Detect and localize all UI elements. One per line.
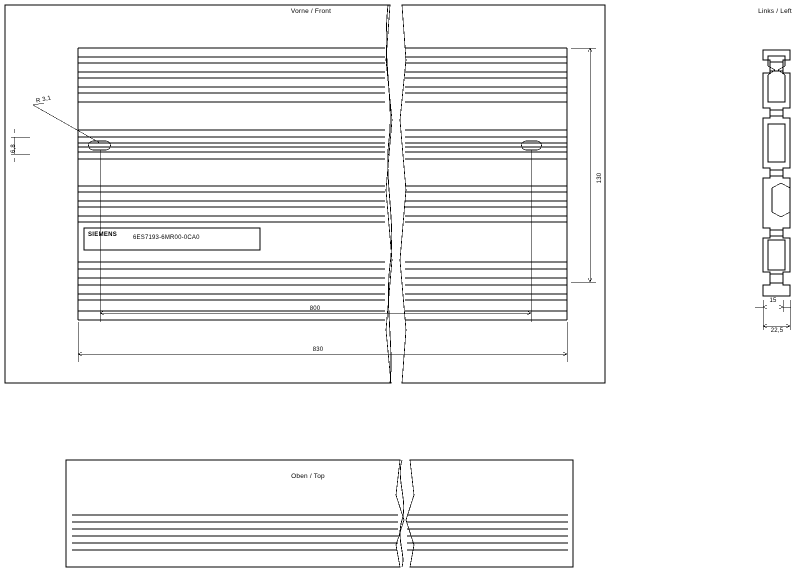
siemens-brand-label: SIEMENS bbox=[88, 232, 118, 238]
front-view-title: Vorne / Front bbox=[290, 8, 332, 15]
front-profile-right bbox=[405, 48, 567, 320]
left-view-profile bbox=[763, 50, 790, 296]
left-view-inner-chambers bbox=[768, 56, 790, 283]
front-view-frame-right bbox=[400, 5, 605, 383]
dim-overall-830 bbox=[78, 322, 567, 362]
dim-label-edge-offset: 6,8 bbox=[11, 144, 17, 153]
dim-label-radius: R 3,1 bbox=[35, 95, 52, 105]
dim-label-left-depth: 22,5 bbox=[770, 328, 784, 334]
front-profile-left-groove bbox=[78, 143, 385, 147]
dim-height-130 bbox=[571, 48, 596, 282]
top-view-profile-right bbox=[407, 515, 568, 550]
front-profile-right-ribs bbox=[405, 57, 567, 311]
article-number-label: 6ES7193-6MR00-0CA0 bbox=[133, 235, 200, 241]
front-profile-left-ribs bbox=[78, 57, 385, 311]
front-mounting-hole-right bbox=[522, 141, 542, 150]
front-profile-left bbox=[78, 48, 385, 320]
dim-label-130: 130 bbox=[597, 172, 603, 184]
top-view-title: Oben / Top bbox=[291, 473, 325, 480]
left-view-title: Links / Left bbox=[758, 8, 792, 15]
dim-left-depth-225 bbox=[763, 300, 790, 330]
dim-label-left-width: 15 bbox=[769, 298, 777, 304]
front-profile-right-groove bbox=[405, 143, 567, 147]
front-mounting-hole-left bbox=[89, 141, 111, 150]
top-view-profile-left bbox=[72, 515, 398, 550]
dim-label-830: 830 bbox=[312, 347, 324, 353]
dim-label-800: 800 bbox=[309, 306, 321, 312]
front-view-frame-left bbox=[5, 5, 392, 383]
break-line bbox=[386, 5, 391, 383]
